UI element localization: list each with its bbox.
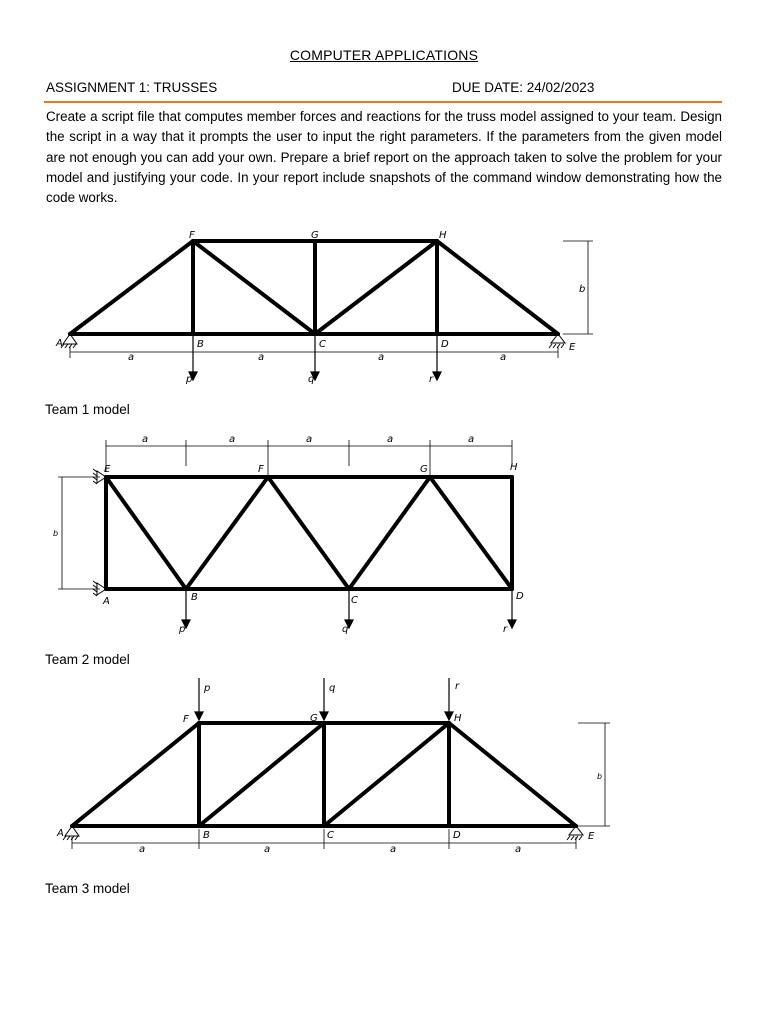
dimension-label: b	[597, 772, 603, 781]
dimension-label: a	[229, 434, 236, 445]
node-label: D	[453, 830, 461, 841]
ground-hatch-icon	[63, 836, 78, 840]
dimension-label: a	[387, 434, 394, 445]
dimension-label: a	[390, 844, 397, 855]
truss-members	[70, 241, 558, 334]
node-label: F	[258, 464, 264, 475]
load-label: r	[503, 624, 508, 635]
load-arrow-icon	[508, 620, 516, 628]
node-label: F	[189, 230, 195, 241]
load-label: r	[455, 681, 460, 692]
figure-caption: Team 1 model	[45, 402, 130, 417]
node-label: H	[454, 713, 462, 724]
truss-members	[72, 723, 576, 826]
node-label: B	[197, 339, 204, 350]
load-arrow-icon	[320, 712, 328, 720]
dimension-label: a	[468, 434, 475, 445]
ground-hatch-icon	[567, 836, 582, 840]
load-label: q	[329, 683, 336, 694]
ground-hatch-icon	[61, 344, 76, 348]
node-label: D	[516, 591, 524, 602]
load-label: q	[308, 374, 315, 385]
header-divider	[44, 101, 722, 103]
dimension-label: a	[515, 844, 522, 855]
node-label: C	[327, 830, 334, 841]
node-label: H	[439, 230, 447, 241]
node-label: A	[103, 596, 110, 607]
dimension-label: a	[264, 844, 271, 855]
team-1-truss-diagram	[0, 225, 768, 385]
dimension-label: b	[579, 284, 586, 295]
dimension-label: a	[128, 352, 135, 363]
node-label: G	[420, 464, 428, 475]
team-2-truss-diagram	[0, 430, 768, 640]
assignment-header	[46, 80, 722, 100]
dimension-label: b	[53, 529, 59, 538]
load-label: p	[179, 624, 186, 635]
load-label: q	[342, 624, 349, 635]
node-label: A	[56, 338, 63, 349]
dimension-label: a	[142, 434, 149, 445]
node-label: G	[310, 713, 318, 724]
node-label: H	[510, 462, 518, 473]
figure-caption: Team 2 model	[45, 652, 130, 667]
load-arrow-icon	[445, 712, 453, 720]
node-label: C	[319, 339, 326, 350]
dimension-label: a	[306, 434, 313, 445]
dimension-label: a	[500, 352, 507, 363]
node-label: B	[191, 592, 198, 603]
node-label: D	[441, 339, 449, 350]
load-label: p	[204, 683, 211, 694]
node-label: E	[569, 342, 576, 353]
dimension-label: a	[139, 844, 146, 855]
node-label: A	[57, 828, 64, 839]
dimension-label: a	[378, 352, 385, 363]
node-label: E	[588, 831, 595, 842]
wall-hatch-icon	[93, 581, 97, 596]
dimension-label: a	[258, 352, 265, 363]
team-3-truss-diagram	[0, 675, 768, 865]
due-date: DUE DATE: 24/02/2023	[452, 80, 595, 95]
load-label: p	[186, 374, 193, 385]
node-label: C	[351, 595, 358, 606]
node-label: F	[183, 714, 189, 725]
load-arrow-icon	[433, 372, 441, 380]
node-label: G	[311, 230, 319, 241]
assignment-instructions: Create a script file that computes member forces and reactions for the truss model assigned to your team. Design the script in a way that it prompts the user to input the right parameters. If the parameters from the given model are not enough you can add your own. Prepare a brief report on the approach taken to solve the problem for your model and justifying your code. In your report include snapshots of the command window demonstrating how the code works.	[46, 109, 722, 206]
node-label: E	[104, 464, 111, 475]
ground-hatch-icon	[549, 344, 564, 348]
figure-caption: Team 3 model	[45, 881, 130, 896]
page-title: COMPUTER APPLICATIONS	[289, 47, 479, 63]
truss-members	[106, 477, 512, 589]
load-arrow-icon	[195, 712, 203, 720]
wall-hatch-icon	[93, 469, 97, 484]
node-label: B	[203, 830, 210, 841]
load-label: r	[429, 374, 434, 385]
assignment-title: ASSIGNMENT 1: TRUSSES	[46, 80, 218, 95]
